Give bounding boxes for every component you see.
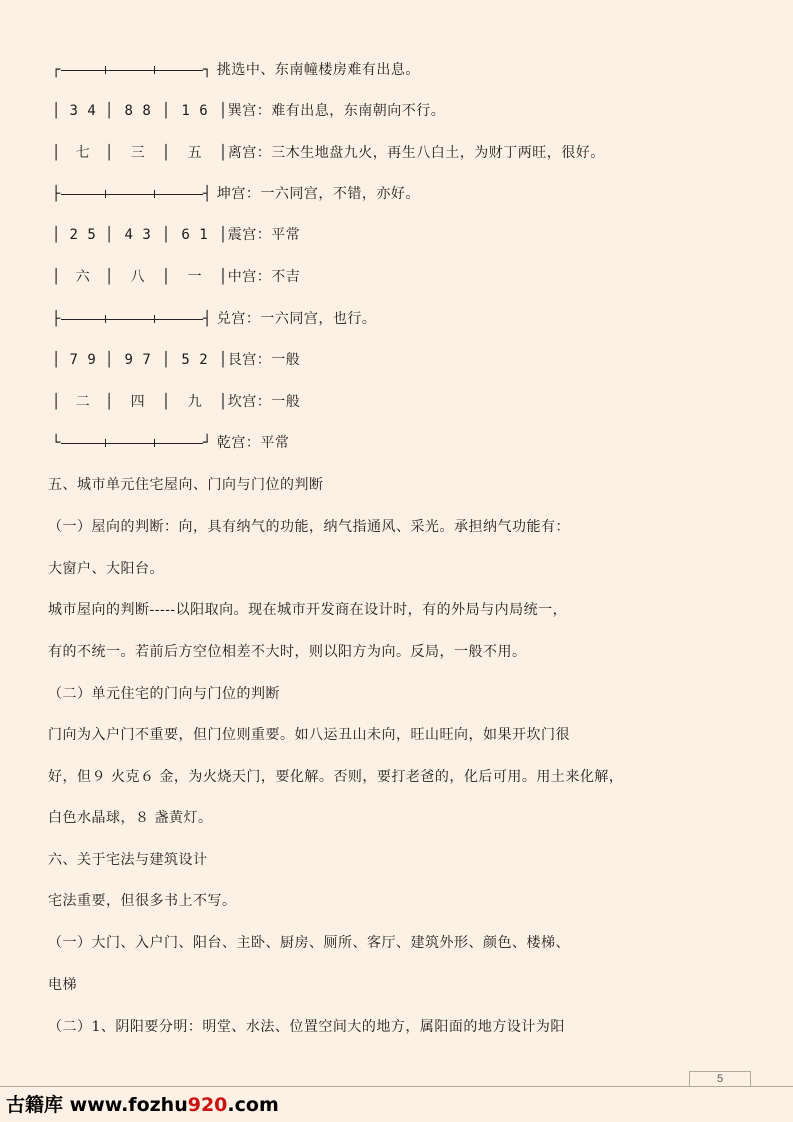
grid-cell: 2 5 <box>69 227 97 243</box>
grid-cell: 6 1 <box>181 227 209 243</box>
grid-cell: 3 4 <box>69 103 97 119</box>
grid-row-7: │ 7 9 │ 9 7 │ 5 2 │艮宫：一般 <box>52 352 301 368</box>
paragraph: （一）大门、入户门、阳台、主卧、厨房、厕所、客厅、建筑外形、颜色、楼梯、 <box>48 935 570 951</box>
grid-note: 挑选中、东南幢楼房难有出息。 <box>216 62 420 78</box>
grid-row-1: │ 3 4 │ 8 8 │ 1 6 │巽宫：难有出息，东南朝向不行。 <box>52 103 446 119</box>
paragraph: 城市屋向的判断-----以阳取向。现在城市开发商在设计时，有的外局与内局统一， <box>48 602 568 618</box>
grid-cell: 九 <box>187 394 203 410</box>
grid-cell: 7 9 <box>69 352 97 368</box>
section-heading: （二）单元住宅的门向与门位的判断 <box>48 686 280 702</box>
grid-border-mid: ├ ┤ <box>52 186 212 202</box>
watermark-url-number: 920 <box>187 1094 228 1116</box>
grid-row-3 <box>52 184 420 204</box>
paragraph: 电梯 <box>48 977 77 993</box>
paragraph: 宅法重要，但很多书上不写。 <box>48 893 237 909</box>
grid-cell: 一 <box>187 269 203 285</box>
section-heading: 六、关于宅法与建筑设计 <box>48 852 208 868</box>
grid-border-bottom: └ ┘ <box>52 435 212 451</box>
grid-note: 乾宫：平常 <box>216 435 290 451</box>
paragraph: 白色水晶球，８ 盏黄灯。 <box>48 810 213 826</box>
grid-row-4: │ 2 5 │ 4 3 │ 6 1 │震宫：平常 <box>52 227 301 243</box>
footer-divider <box>0 1086 793 1087</box>
grid-note: 中宫：不吉 <box>227 269 301 285</box>
grid-note: 艮宫：一般 <box>227 352 301 368</box>
grid-note: 兑宫：一六同宫，也行。 <box>216 311 377 327</box>
grid-note: 坤宫：一六同宫，不错，亦好。 <box>216 186 420 202</box>
grid-cell: 四 <box>130 394 146 410</box>
grid-row-5: │ 六 │ 八 │ 一 │中宫：不吉 <box>52 269 301 285</box>
section-heading: 五、城市单元住宅屋向、门向与门位的判断 <box>48 477 324 493</box>
watermark-url-prefix: www.fozhu <box>69 1094 188 1116</box>
grid-cell: 8 8 <box>124 103 152 119</box>
grid-cell: 5 2 <box>181 352 209 368</box>
paragraph: 好，但９ 火克６ 金，为火烧天门，要化解。否则，要打老爸的，化后可用。用土来化解， <box>48 769 624 785</box>
grid-note: 坎宫：一般 <box>227 394 301 410</box>
grid-row-9 <box>52 433 289 453</box>
grid-note: 巽宫：难有出息，东南朝向不行。 <box>227 103 446 119</box>
grid-note: 震宫：平常 <box>227 227 301 243</box>
grid-cell: 4 3 <box>124 227 152 243</box>
grid-border-top: ┌ ┐ <box>52 62 212 78</box>
grid-cell: 七 <box>75 145 91 161</box>
grid-cell: 五 <box>187 145 203 161</box>
grid-cell: 六 <box>75 269 91 285</box>
grid-border-mid: ├ ┤ <box>52 311 212 327</box>
paragraph: 门向为入户门不重要，但门位则重要。如八运丑山未向，旺山旺向，如果开坎门很 <box>48 727 570 743</box>
grid-note: 离宫：三木生地盘九火，再生八白土，为财丁两旺，很好。 <box>227 145 605 161</box>
paragraph: （二）1、阴阳要分明：明堂、水法、位置空间大的地方，属阳面的地方设计为阳 <box>48 1019 565 1035</box>
paragraph: （一）屋向的判断：向，具有纳气的功能，纳气指通风、采光。承担纳气功能有： <box>48 519 570 535</box>
grid-cell: 三 <box>130 145 146 161</box>
page-number: 5 <box>689 1071 751 1087</box>
grid-cell: 二 <box>75 394 91 410</box>
grid-cell: 9 7 <box>124 352 152 368</box>
grid-row-8: │ 二 │ 四 │ 九 │坎宫：一般 <box>52 394 301 410</box>
site-watermark <box>6 1090 279 1117</box>
grid-row-0 <box>52 60 420 80</box>
grid-row-6 <box>52 309 376 329</box>
watermark-url-suffix: .com <box>227 1094 279 1116</box>
grid-cell: 八 <box>130 269 146 285</box>
watermark-label: 古籍库 <box>6 1094 64 1116</box>
paragraph: 有的不统一。若前后方空位相差不大时，则以阳方为向。反局，一般不用。 <box>48 644 527 660</box>
grid-row-2: │ 七 │ 三 │ 五 │离宫：三木生地盘九火，再生八白土，为财丁两旺，很好。 <box>52 145 605 161</box>
grid-cell: 1 6 <box>181 103 209 119</box>
paragraph: 大窗户、大阳台。 <box>48 561 164 577</box>
